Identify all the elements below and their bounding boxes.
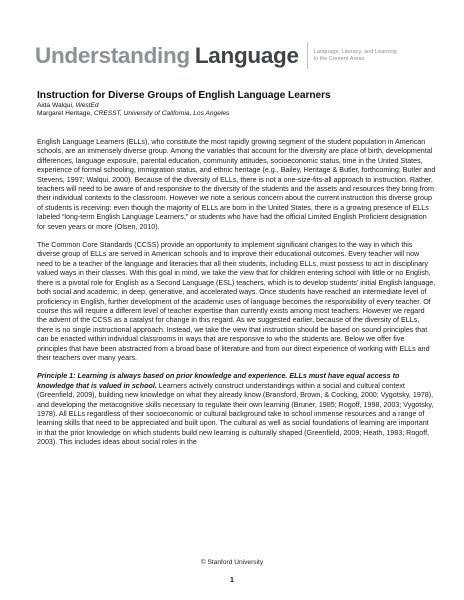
logo-word-language: Language bbox=[194, 42, 299, 68]
author-list bbox=[37, 102, 229, 118]
body-paragraph: The Common Core Standards (CCSS) provide an opportunity to implement significant changes to the way in which this diverse group of ELLs are served in American schools and to improve their educational outcomes. Every teacher will now need to be a teacher of the language and literacies that all their students, including ELLs, must possess to act in disciplinary valued ways in their classes. With this goal in mind, we take the view that for children entering school with little or no English, there is a pivotal role for English as a Second Language (ESL) teachers, which is to develop students’ initial English language, both social and academic, in deep, generative, and accelerated ways. Once students have reached an intermediate level of proficiency in English, further development of the academic uses of language becomes the responsibility of every teacher. Of course this will require a different level of teacher expertise than currently exists among most teachers. However we regard the advent of the CCSS as a catalyst for change in this regard. As we suggested earlier, because of the diversity of ELLs, there is no single instructional approach. Instead, we take the view that instruction should be based on sound principles that can be enacted within individual classrooms in ways that are responsive to who the students are. Below we offer five principles that have been abstracted from a broad base of literature and from our direct experience of working with ELLs and their teachers over many years. bbox=[37, 241, 436, 362]
logo-word-understanding: Understanding bbox=[35, 42, 190, 68]
logo-tagline bbox=[314, 49, 397, 63]
body-paragraph: English Language Learners (ELLs), who constitute the most rapidly growing segment of the student population in American schools, are an immensely diverse group. Among the variables that account for the diversity are place of birth, developmental differences, language exposure, parental education, community attitudes, socioeconomic status, time in the United States, experience of formal schooling, immigration status, and ethnic heritage (e.g., Bailey, Heritage & Butler, forthcoming; Butler and Stevens, 1997; Walqui, 2000). Because of the diversity of ELLs, there is not a one-size-fits-all approach to instruction. Rather, teachers will need to be aware of and responsive to the diversity of the students and the assets and resources they bring from their individual contexts to the classroom. However we note a serious concern about the current instruction this diverse group of students is receiving: even though the majority of ELLs are born in the United States, there is a growing presence of ELLs labeled “long-term English Language Learners,” or students who have had the official Limited English Proficient designation for seven years or more (Olsen, 2010). bbox=[37, 138, 436, 231]
tagline-line-2: in the Content Areas bbox=[313, 55, 365, 62]
author-line bbox=[37, 110, 229, 118]
author-affiliation: CRESST, University of California, Los Angeles bbox=[93, 110, 230, 118]
author-line bbox=[37, 102, 229, 110]
understanding-language-logo bbox=[35, 42, 397, 69]
document-title: Instruction for Diverse Groups of English Language Learners bbox=[37, 90, 331, 101]
author-name: Aida Walqui, bbox=[37, 102, 76, 109]
principle-heading: Principle 1: Learning is always based on prior knowledge and experience. ELLs must have equal access to knowledge that is valued in school. bbox=[37, 372, 400, 390]
principle-text: Learners actively construct understandings within a social and cultural context (Greenfield, 2009), building new knowledge on what they already know (Bransford, Brown, & Cocking, 2000; Vygotsky, 1978), and developing the metacognitive skills necessary to regulate their own learning (Bruner, 1985; Rogoff, 1998, 2003; Vygotsky, 1978). All ELLs regardless of their socioeconomic or cultural background take to school immense resources and a range of learning skills that need to be appreciated and built upon. The cultural as well as social foundations of learning are important in that the prior knowledge on which students build new learning is culturally shaped (Greenfield, 2009; Heath, 1983; Rogoff, 2003). This includes ideas about social roles in the bbox=[37, 381, 434, 447]
principle-paragraph bbox=[37, 372, 436, 447]
copyright-notice: © Stanford University bbox=[200, 559, 264, 566]
author-affiliation: WestEd bbox=[75, 102, 99, 109]
tagline-line-1: Language, Literacy, and Learning bbox=[313, 48, 397, 55]
author-name: Margaret Heritage, bbox=[37, 110, 94, 118]
logo-divider bbox=[307, 42, 308, 69]
page-number: 1 bbox=[230, 577, 234, 584]
document-body bbox=[37, 138, 436, 457]
